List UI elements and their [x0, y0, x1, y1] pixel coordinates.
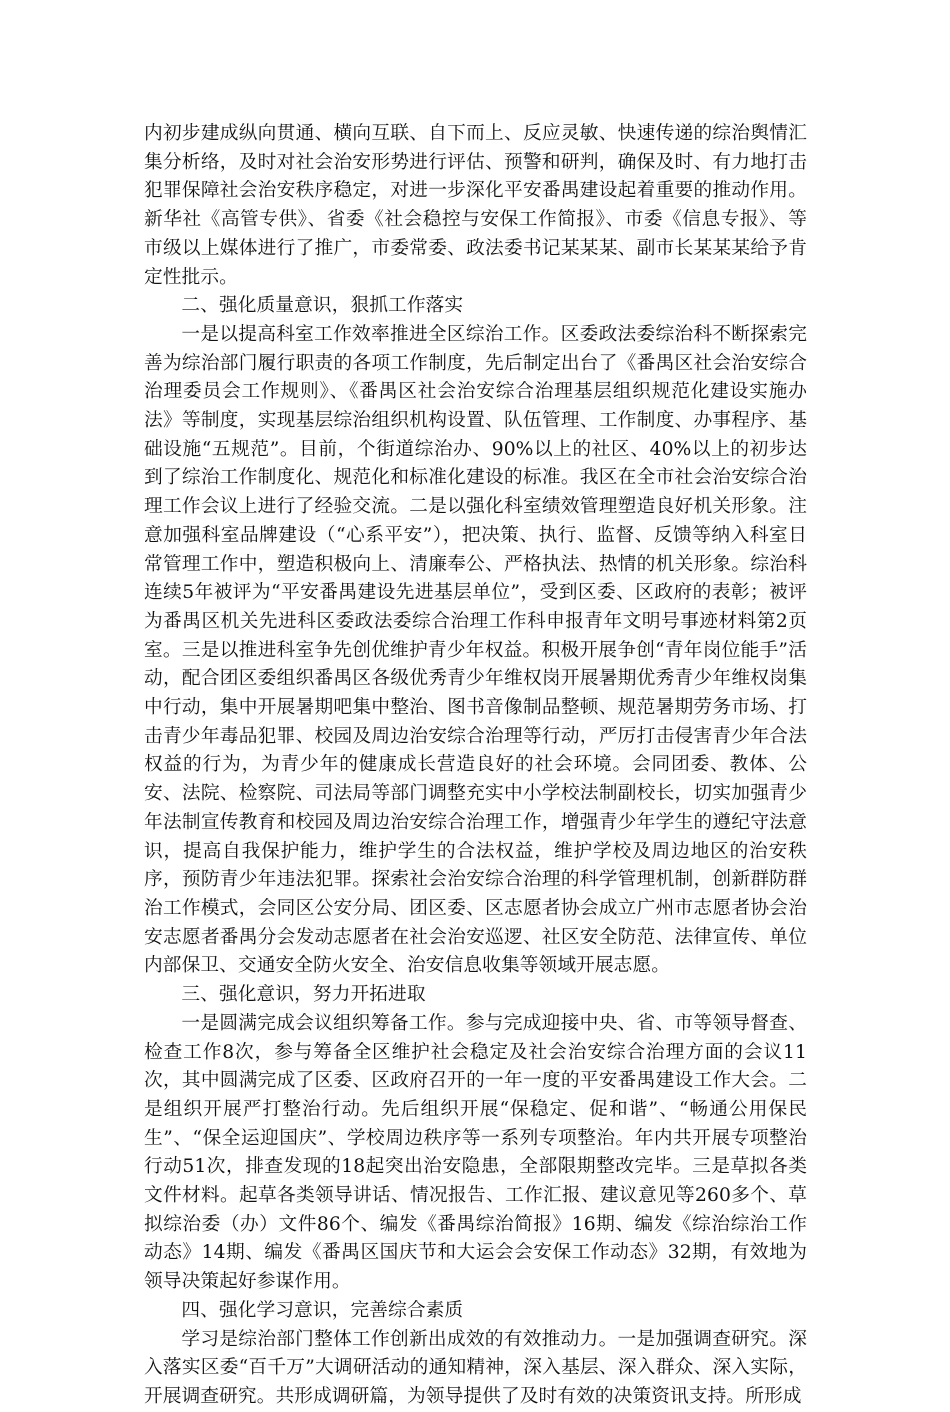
section-heading-3: 三、强化意识，努力开拓进取: [181, 984, 426, 1006]
paragraph-section-2-body: 一是以提高科室工作效率推进全区综治工作。区委政法委综治科不断探索完善为综治部门履行职责的各项工作制度，先后制定出台了《番禺区社会治安综合治理委员会工作规则》、《番禺区社会治安综合治理基层组织规范化建设实施办法》等制度，实现基层综治组织机构设置、队伍管理、工作制度、办事程序、基础设施“五规范”。目前，个街道综治办、90%以上的社区、40%以上的初步达到了综治工作制度化、规范化和标准化建设的标准。我区在全市社会治安综合治理工作会议上进行了经验交流。二是以强化科室绩效管理塑造良好机关形象。注意加强科室品牌建设（“心系平安”），把决策、执行、监督、反馈等纳入科室日常管理工作中，塑造积极向上、清廉奉公、严格执法、热情的机关形象。综治科连续5年被评为“平安番禺建设先进基层单位”，受到区委、区政府的表彰；被评为番禺区机关先进科区委政法委综合治理工作科申报青年文明号事迹材料第2页室。三是以推进科室争先创优维护青少年权益。积极开展争创“青年岗位能手”活动，配合团区委组织番禺区各级优秀青少年维权岗开展暑期优秀青少年维权岗集中行动，集中开展暑期吧集中整治、图书音像制品整顿、规范暑期劳务市场、打击青少年毒品犯罪、校园及周边治安综合治理等行动，严厉打击侵害青少年合法权益的行为，为青少年的健康成长营造良好的社会环境。会同团委、教体、公安、法院、检察院、司法局等部门调整充实中小学校法制副校长，切实加强青少年法制宣传教育和校园及周边治安综合治理工作，增强青少年学生的遵纪守法意识，提高自我保护能力，维护学生的合法权益，维护学校及周边地区的治安秩序，预防青少年违法犯罪。探索社会治安综合治理的科学管理机制，创新群防群治工作模式，会同区公安分局、团区委、区志愿者协会成立广州市志愿者协会治安志愿者番禺分会发动志愿者在社会治安巡逻、社区安全防范、法律宣传、单位内部保卫、交通安全防火安全、治安信息收集等领域开展志愿。: [144, 323, 807, 977]
paragraph-continued: 内初步建成纵向贯通、横向互联、自下而上、反应灵敏、快速传递的综治舆情汇集分析络，及时对社会治安形势进行评估、预警和研判，确保及时、有力地打击犯罪保障社会治安秩序稳定，对进一步深化平安番禺建设起着重要的推动作用。新华社《高管专供》、省委《社会稳控与安保工作简报》、市委《信息专报》、等市级以上媒体进行了推广，市委常委、政法委书记某某某、副市长某某某给予肯定性批示。: [144, 123, 807, 288]
paragraph-section-3-body: 一是圆满完成会议组织筹备工作。参与完成迎接中央、省、市等领导督查、检查工作8次，参与筹备全区维护社会稳定及社会治安综合治理方面的会议11次，其中圆满完成了区委、区政府召开的一年一度的平安番禺建设工作大会。二是组织开展严打整治行动。先后组织开展“保稳定、促和谐”、“畅通公用保民生”、“保全运迎国庆”、学校周边秩序等一系列专项整治。年内共开展专项整治行动51次，排查发现的18起突出治安隐患，全部限期整改完毕。三是草拟各类文件材料。起草各类领导讲话、情况报告、工作汇报、建议意见等260多个、草拟综治委（办）文件86个、编发《番禺综治简报》16期、编发《综治综治工作动态》14期、编发《番禺区国庆节和大运会会安保工作动态》32期，有效地为领导决策起好参谋作用。: [144, 1012, 807, 1293]
section-heading-4: 四、强化学习意识，完善综合素质: [181, 1299, 464, 1321]
section-heading-2: 二、强化质量意识，狠抓工作落实: [181, 295, 464, 317]
paragraph-section-4-body: 学习是综治部门整体工作创新出成效的有效推动力。一是加强调查研究。深入落实区委“百千万”大调研活动的通知精神，深入基层、深入群众、深入实际，开展调查研究。共形成调研篇，为领导提供了及时有效的决策资讯支持。所形成: [144, 1328, 807, 1407]
document-body: [144, 120, 807, 1412]
